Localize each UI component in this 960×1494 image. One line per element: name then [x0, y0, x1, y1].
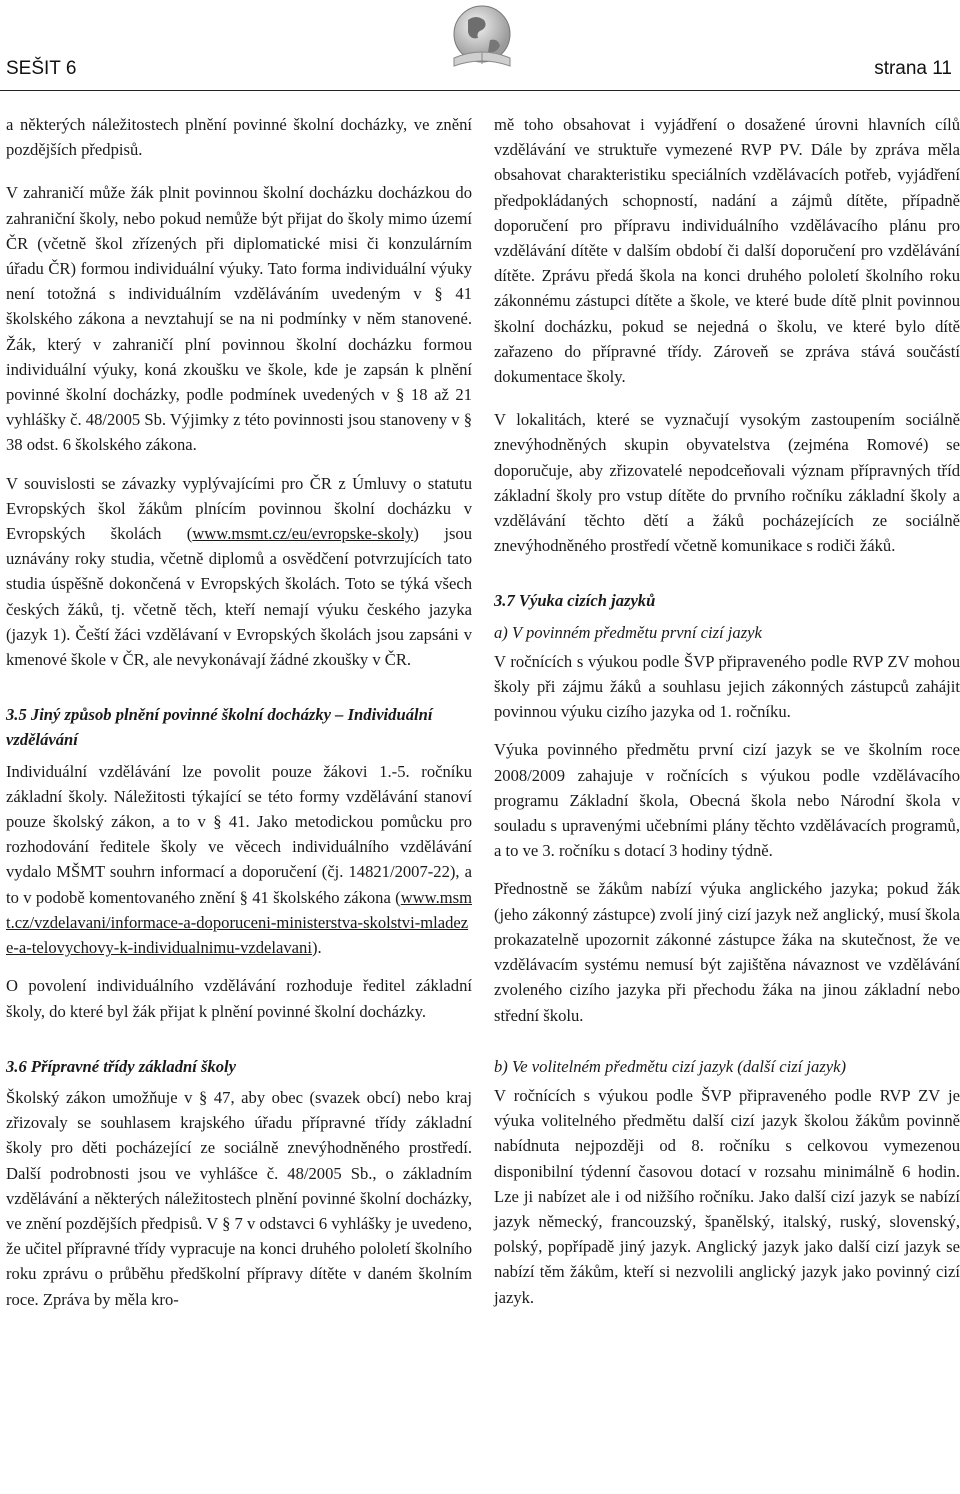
header-divider [0, 90, 960, 91]
globe-book-logo-icon [440, 0, 524, 84]
page-number: strana 11 [874, 58, 952, 79]
section-heading-3-5: 3.5 Jiný způsob plnění povinné školní docházky – Individuální vzdělávání [6, 705, 433, 750]
paragraph-text: ) jsou uznávány roky studia, včetně diplomů a osvědčení potvrzujících tato studia úspěšně dokončená v Evropských školách. Toto se týká všech českých žáků, tj. včetně těch, kteří nemají výuku českého jazyka (jazyk 1). Čeští žáci vzdělávaní v Evropských školách jsou zapsáni v kmenové škole v ČR, ale nevykonávají žádné zkoušky v ČR. [6, 524, 472, 670]
right-column [494, 112, 960, 1310]
paragraph-text: Individuální vzdělávání lze povolit pouze žákovi 1.-5. ročníku základní školy. Náležitosti týkající se této formy vzdělávání stanoví pouze školský zákon, a to v § 41. Jako metodickou pomůcku pro rozhodování ředitele školy ve věcech individuálního vzdělávání vydalo MŠMT souhrn informací a doporučení (čj. 14821/2007-22), a to v podobě komentovaného znění § 41 školského zákona ( [6, 761, 472, 907]
paragraph: V zahraničí může žák plnit povinnou školní docházku docházkou do zahraniční školy, nebo pokud nemůže být přijat do školy mimo území ČR (včetně škol zřízených při diplomatické misi či konzulárním úřadu ČR) formou individuální výuky. Tato forma individuální výuky není totožná s individuálním vzděláváním uvedeným v § 41 školského zákona a nevztahují se na ni podmínky v něm stanovené. Žák, který v zahraničí plní povinnou školní docházku formou individuální výuky, koná zkoušku ve škole, kde je zapsán k plnění povinné školní docházky, podle podmínek uvedených v § 18 až 21 vyhlášky č. 48/2005 Sb. Výjimky z této povinnosti jsou stanoveny v § 38 odst. 6 školského zákona. [6, 183, 472, 455]
paragraph-text: V souvislosti se závazky vyplývajícími pro ČR z Úmluvy o statutu Evropských škol žákům plnícím povinnou školní docházku v Evropských školách ( [6, 473, 472, 544]
subsection-heading-a: a) V povinném předmětu první cizí jazyk [494, 622, 762, 642]
page-header [0, 0, 960, 96]
section-heading-3-7: 3.7 Výuka cizích jazyků [494, 591, 656, 611]
paragraph: Výuka povinného předmětu první cizí jazyk se ve školním roce 2008/2009 zahajuje v ročnících s výukou podle vzdělávacího programu Základní škola, Obecná škola nebo Národní škola v souladu s upravenými učebními plány těchto vzdělávacích programů, a to ve 3. ročníku s dotací 3 hodiny týdně. [494, 740, 960, 861]
subsection-heading-b: b) Ve volitelném předmětu cizí jazyk (další cizí jazyk) [494, 1056, 847, 1076]
paragraph: V lokalitách, které se vyznačují vysokým zastoupením sociálně znevýhodněných skupin obyvatelstva (zejména Romové) se doporučuje, aby zřizovatelé nepodceňovali význam přípravných tříd základní školy pro vstup dítěte do prvního ročníku základní školy a vzdělávání těchto dětí a žáků pocházejících ze sociálně znevýhodněného prostředí včetně komunikace s rodiči žáků. [494, 410, 960, 556]
paragraph: V ročnících s výukou podle ŠVP připraveného podle RVP ZV je výuka volitelného předmětu další cizí jazyk školou žákům povinně nabídnuta nejpozději od 8. ročníku s celkovou vymezenou disponibilní týdenní časovou dotací v rozsahu minimálně 6 hodin. Lze ji nabízet ale i od nižšího ročníku. Jako další cizí jazyk se nabízí jazyk německý, francouzský, španělský, italský, ruský, slovenský, polský, popřípadě jiný jazyk. Anglický jazyk jako další cizí jazyk se nabízí těm žákům, kteří si nezvolili anglický jazyk jako povinný cizí jazyk. [494, 1085, 960, 1307]
paragraph [6, 471, 472, 673]
evropske-skoly-link[interactable]: www.msmt.cz/eu/evropske-skoly [192, 524, 414, 544]
section-heading-3-6: 3.6 Přípravné třídy základní školy [6, 1056, 237, 1076]
series-label: SEŠIT 6 [6, 58, 77, 79]
left-column [6, 112, 472, 1312]
paragraph: V ročnících s výukou podle ŠVP připraveného podle RVP ZV mohou školy při zájmu žáků a souhlasu jejich zákonných zástupců zahájit povinnou výuku cizího jazyka od 1. ročníku. [494, 651, 960, 722]
paragraph: mě toho obsahovat i vyjádření o dosažené úrovni hlavních cílů vzdělávání ve struktuře vymezené RVP PV. Dále by zpráva měla obsahovat charakteristiku speciálních vzdělávacích potřeb, vyjádření předpokládaných schopností, nadání a zájmů dítěte, případně doporučení pro přípravu individuálního vzdělávacího plánu pro vzdělávání dítěte v dalším období či další doporučení pro vzdělávání dítěte. Zprávu předá škola na konci druhého pololetí školního roku zákonnému zástupci dítěte a škole, ve které bude dítě plnit povinnou školní docházku, pokud se nejedná o školu, ve které bylo dítě zařazeno do přípravné třídy. Zároveň se zpráva stává součástí dokumentace školy. [494, 115, 960, 387]
paragraph: a některých náležitostech plnění povinné školní docházky, ve znění pozdějších předpisů. [6, 115, 472, 160]
paragraph: Školský zákon umožňuje v § 47, aby obec (svazek obcí) nebo kraj zřizovaly se souhlasem krajského úřadu přípravné třídy základní školy pro děti pocházející ze sociálně znevýhodněného prostředí. Další podrobnosti jsou ve vyhlášce č. 48/2005 Sb., o základním vzdělávání a některých náležitostech plnění povinné školní docházky, ve znění pozdějších předpisů. V § 7 v odstavci 6 vyhlášky je uvedeno, že učitel přípravné třídy vypracuje na konci druhého pololetí školního roku zprávu o průběhu předškolní přípravy dítěte v daném školním roce. Zpráva by měla kro- [6, 1087, 472, 1309]
paragraph-text: ). [311, 938, 322, 958]
paragraph [6, 759, 472, 961]
individualni-vzdelavani-link[interactable]: www.msmt.cz/vzdelavani/informace-a-doporuceni-ministerstva-skolstvi-mladeze-a-telovychovy-k-individualnimu-vzdelavani [6, 887, 472, 958]
paragraph: O povolení individuálního vzdělávání rozhoduje ředitel základní školy, do které byl žák přijat k plnění povinné školní docházky. [6, 976, 472, 1021]
paragraph: Přednostně se žákům nabízí výuka anglického jazyka; pokud žák (jeho zákonný zástupce) zvolí jiný cizí jazyk než anglický, musí škola prokazatelně upozornit zákonné zástupce žáka na skutečnost, že ve vzdělávacím systému nemusí být zajištěna návaznost ve vzdělávání zvoleného cizího jazyka při přechodu žáka na jinou základní nebo střední školu. [494, 879, 960, 1025]
